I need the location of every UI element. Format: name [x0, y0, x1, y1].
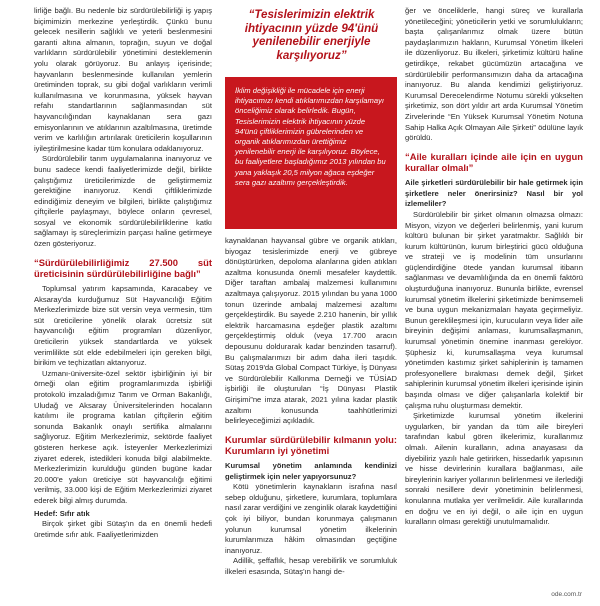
- column-left: [34, 6, 212, 540]
- subheading: “Aile kuralları içinde aile için en uygun kurallar olmalı”: [405, 150, 583, 173]
- paragraph: Toplumsal yatırım kapsamında, Karacabey ve Aksaray'da kurduğumuz Süt Hayvancılığı Eğitim Merkezlerimizde bize süt versin veya vermesin, tüm süt üreticilerine yönelik olarak ücretsiz süt hayvancılığı eğitim programları düzenliyor, üreticilerin yüksek standartlarda ve yüksek verimlilikte süt elde edebilmeleri için gereken bilgi, birikim ve teçhizatları aktarıyoruz.: [34, 284, 212, 368]
- highlight-box-text: İklim değişikliği ile mücadele için enerji ihtiyacımızı kendi atıklarımızdan karşılamayı önceliğimiz olarak belirledik. Bugün, Tesislerimizin elektrik ihtiyacının yüzde 94'ünü çiftliklerimizin gübrelerinden ve organik atıklarımızdan ürettiğimiz yenilenebilir enerji ile karşılıyoruz. Böylece, bu faaliyetlere başladığımız 2013 yılından bu yana yaklaşık 20,5 milyon ağaca eşdeğer sera gazı azaltımı gerçekleştirdik.: [235, 86, 386, 187]
- highlight-box: [225, 77, 397, 229]
- column-right: [405, 6, 583, 528]
- column-middle: [225, 236, 397, 578]
- paragraph: Adillik, şeffaflık, hesap verebilirlik ve sorumluluk ilkeleri esasında, Sütaş'ın hangi de-: [225, 556, 397, 577]
- quote-mark: “: [248, 8, 255, 21]
- subheading: “Sürdürülebilirliğimiz 27.500 süt üreticisinin sürdürülebilirliğine bağlı”: [34, 256, 212, 279]
- paragraph: Sürdürülebilir bir şirket olmanın olmazsa olmazı: Misyon, vizyon ve değerleri belirlenmiş, yani kurum kültürü bulunan bir şirket yaratmaktır. Sağlıklı bir kurum kültürünün, kurum birleştirici gücü olduğuna ve strateji ve iş modelinin tüm unsurlarını güçlendirdiğine ötede yandan kurumsal itibarın sağlanması ve devamlılığında da en önemli faktörü oluşturduğuna inanıyoruz. Bununla birlikte, evrensel kurumsal yönetim ilkelerini şirketimizde benimsemeli ve buna uygun mekanizmaları hayata geçirmeliyiz. Bunun gereklileşmesi için, kurucuların veya lider aile bireyinin değişimi anlaması, kurumsallaşmanın, kurumsal yönetimin önemine inanması gerekiyor. Şüphesiz ki, kurumsallaşma veya kurumsal yönetimden kastımız şirket sahiplerinin iş tamamen profesyonellere bırakması demek değil, Şirket sahiplerinin kurumsal yönetim ilkeleri içerisinde işinin başında olması ve diğer çalışanlarla kolektif bir çalışma ruhu oluşturması demektir.: [405, 209, 583, 410]
- question-heading: Kurumsal yönetim anlamında kendinizi geliştirmek için neler yapıyorsunuz?: [225, 461, 397, 481]
- paragraph: lirliğe bağlı. Bu nedenle biz sürdürülebilirliği iş yapış biçimimizin merkezine yerleştirdik. Çünkü bunu gelecek nesillerin sağlıklı ve yeterli beslenmesini garanti altına almanın, toprağın, suyun ve doğal varlıkların sürdürülebilir yönetimini desteklemenin yolu olarak görüyoruz. Bu anlayış içerisinde; hayvanların beslenmesinde kullanılan yemlerin üretiminden toprak, su gibi doğal varlıkların verimli kullanılmasına ve korunmasına, yüksek hayvan refahı standartlarının sağlanmasından süt hayvancılığından kaynaklanan sera gazı emisyonlarının ve atıklarının azaltılmasına, üretimde verim ve karlılığın artırılarak üreticilerin koşullarının iyileştirilmesine kadar tüm konulara odaklanıyoruz.: [34, 6, 212, 153]
- paragraph: ğer ve önceliklerle, hangi süreç ve kurallarla yönetileceğini; yöneticilerin yetki ve sorumlulukların; başta çalışanlarımız olmak üzere bütün paydaşlarımızın hakların, Kurumsal Yönetim İlkeleri ile düzenliyoruz. Bu ilkeleri, şirketimiz kültürü haline getirdikçe, rekabet gücümüzün artacağına ve sürdürülebilir performansımızın daha da artacağına inanıyoruz. Bu alanda kendimizi geliştiriyoruz. Kurumsal Derecelendirme Notumu sürekli yükselten şirketimiz, son dört yıldır art arda Kurumsal Yönetim Zirvelerinde “En Yüksek Kurumsal Yönetim Notuna Sahip Halka Açık Olmayan Aile Şirketi” ödülüne layık görüldü.: [405, 6, 583, 143]
- pull-quote-body: Tesislerimizin elektrik ihtiyacının yüzde 94'ünü yenilenebilir enerjiyle karşılıyoruz”: [244, 8, 379, 62]
- subheading: Kurumlar sürdürülebilir kılmanın yolu: Kurumların iyi yönetimi: [225, 433, 397, 456]
- paragraph: kaynaklanan hayvansal gübre ve organik atıkları, biyogaz tesislerimizde enerji ve gübreye dönüştürürken, depoloma alanlarına giden atıkları azaltma konusunda önemli mesafeler kaydettik. Diğer taraftan ambalaj malzemesi kullanımını azaltmaya çalışıyoruz. 2015 yılından bu yana 1000 tonun üzerinde ambalaj malzemesi azaltımı gerçekleştirdik. Bu sayede 2.210 hanenin, bir yıllık elektrik harcamasına eşdeğer plastik azaltımı gerçekleştirmiş olduk (veya 17.700 aracın depousunu doldurarak kadar benzinden tasarruf). Bu çalışmalarımızı bir adım daha ileri taşıdık. Sütaş 2019'da Global Compact Türkiye, İş Dünyası ve Sürdürülebilir Kalkınma Derneği ve TÜSİAD işbirliği ile oluşturulan “İş Dünyası Plastik Girişimi”ne imza atarak, 2021 yılına kadar plastik azaltımı konusunda taahhütlerimizi belirleyeceğimizi açıkladık.: [225, 236, 397, 426]
- paragraph: Kötü yönetimlerin kaynakların israfına nasıl sebep olduğunu, şirketlere, kurumlara, toplumlara nasıl zarar verdiğini ve zenginlik olarak kaydettiğini çok iyi biliyor, bundan korunmaya çalışmanın yolunun kurumsal yönetim ilkelerinin kurumlarımıza hâkim olmasından geçtiğine inanıyoruz.: [225, 482, 397, 555]
- section-heading: Hedef: Sıfır atık: [34, 508, 90, 518]
- pull-quote: [225, 6, 397, 76]
- pull-quote-text: [229, 8, 394, 62]
- question-heading: Aile şirketleri sürdürülebilir bir hale getirmek için şirketlere neler önerirsiniz? Nasıl bir yol izlemeliler?: [405, 178, 583, 209]
- paragraph: Şirketimizde kurumsal yönetim ilkelerini uygularken, bir yandan da tüm aile bireyleri tarafından kabul gören ilkelerimiz, kurallarımız olmalı. Ailenin kuralların, adına anayasası da diyebiliriz yazılı hale getirirken, hissedarlık yapısının ve hisse devirlerinin kurallara bağlanması, aile bireylerinin kariyer yollarının belirlenmesi ve ilerlediği sonraki nesillere devir yönetiminin belirlenmesi, konularına mutlaka yer verilmelidir. Aile kurallarında en doğru ve en iyi değil, o aile için en uygun kuralların olması gerektiği unutulmamalıdır.: [405, 411, 583, 527]
- paragraph: Sürdürülebilir tarım uygulamalarına inanıyoruz ve bunu sadece kendi faaliyetlerimizde değil, birlikte çalıştığımız üreticilerimizde de geliştirmemiz gerektiğine inanıyoruz. Kendi çiftliklerimizde edindiğimiz deneyim ve bilgileri, birlikte çalıştığımız çiftçilerle paylaşmayı, böylece onların çevresel, sosyal ve ekonomik sürdürülebilirliklerine katkı sağlamayı iş süreçlerimizin parçası haline getirmeye özen gösteriyoruz.: [34, 154, 212, 249]
- paragraph: Birçok şirket gibi Sütaş'ın da en önemli hedefi üretimde sıfır atık. Faaliyetlerimizden: [34, 519, 212, 539]
- paragraph: Uzmanı-üniversite-özel sektör işbirliğinin iyi bir örneği olan eğitim programlarımızda işbirliği protokolü imzaladığımız Tarım ve Orman Bakanlığı, Uludağ ve Aksaray Üniversitelerinden hocaların katılımı ile programa katılan çiftçilerin eğitim sonunda Bakanlık onaylı sertifika almalarını sağlıyoruz. Eğitim Merkezlerimiz, sektörde faaliyet gösteren herkese açık. İsteyenler Merkezlerimizi ziyaret ederek, istedikleri konuda bilgi alabilmekte. Merkezlerimizin kurulduğu günden bugüne kadar 20.000'e yakın üreticiye süt hayvancılığı eğitimi verilmiş, 33.000 kişi de Eğitim Merkezlerimizi ziyaret ederek bilgi almış durumda.: [34, 368, 212, 505]
- footer-url: ode.com.tr: [551, 591, 582, 598]
